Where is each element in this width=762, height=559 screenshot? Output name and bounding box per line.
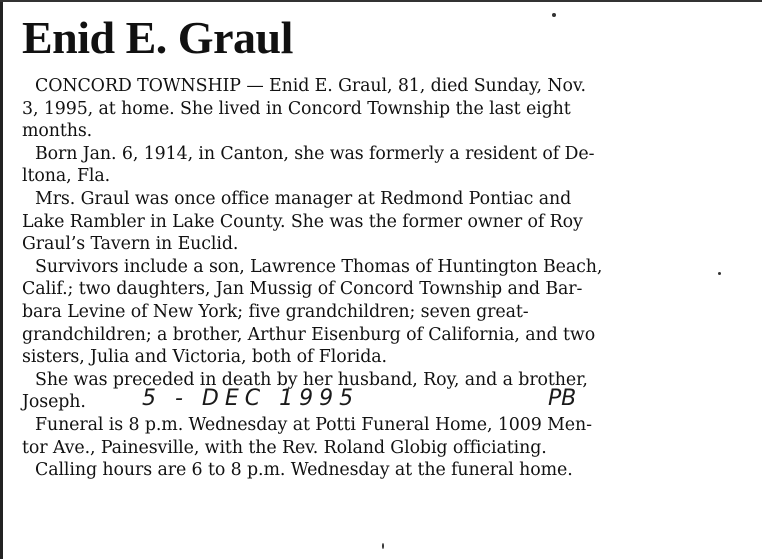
body-line: She was preceded in death by her husband, Roy, and a brother, [35,369,588,390]
body-line: Mrs. Graul was once office manager at Redmond Pontiac and [35,188,572,209]
handwritten-initials: PB [548,386,577,412]
body-line: Calling hours are 6 to 8 p.m. Wednesday at the funeral home. [35,460,573,481]
scan-speck [382,543,384,549]
body-line: CONCORD TOWNSHIP — Enid E. Graul, 81, died Sunday, Nov. [35,76,586,96]
body-line: 3, 1995, at home. She lived in Concord Township the last eight [22,98,571,119]
handwritten-date: 5 - DEC 1995 [142,386,360,412]
body-line: ltona, Fla. [22,166,111,187]
body-line: Survivors include a son, Lawrence Thomas of Huntington Beach, [35,256,603,277]
body-line-with-annotation [22,386,722,414]
scan-speck [552,13,556,17]
body-line: Calif.; two daughters, Jan Mussig of Concord Township and Bar- [22,279,583,300]
body-line: Graul’s Tavern in Euclid. [22,234,239,255]
body-line: Funeral is 8 p.m. Wednesday at Potti Funeral Home, 1009 Men- [35,414,592,435]
body-line: Born Jan. 6, 1914, in Canton, she was formerly a resident of De- [35,143,595,164]
body-line: Lake Rambler in Lake County. She was the former owner of Roy [22,211,583,232]
body-line-text: Joseph. [22,392,86,413]
body-line: sisters, Julia and Victoria, both of Florida. [22,347,387,368]
scan-edge-top [0,0,762,2]
body-line: grandchildren; a brother, Arthur Eisenburg of California, and two [22,324,596,345]
body-line: bara Levine of New York; five grandchildren; seven great- [22,301,529,322]
body-line: months. [22,121,93,142]
scan-speck [718,272,721,275]
obituary-headline: Enid E. Graul [22,12,293,63]
obituary-body [22,75,722,482]
scan-edge-left [0,0,3,559]
body-line: tor Ave., Painesville, with the Rev. Roland Globig officiating. [22,437,547,458]
